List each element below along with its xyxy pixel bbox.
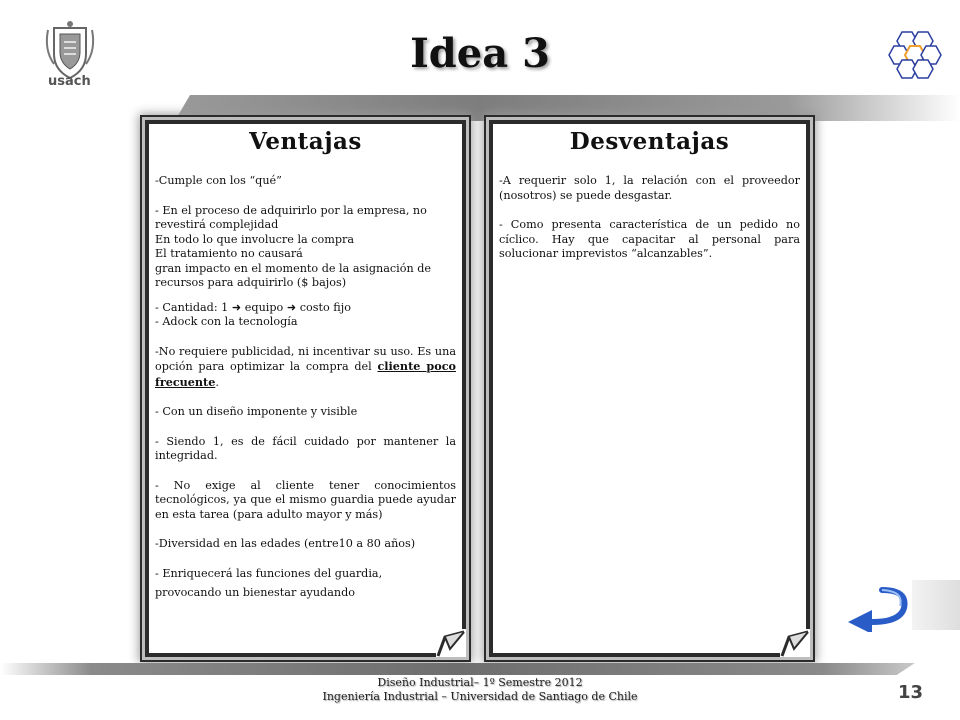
- desventajas-item: -A requerir solo 1, la relación con el proveedor (nosotros) se puede desgastar.: [499, 174, 800, 202]
- ventajas-item: En todo lo que involucre la compra: [155, 232, 355, 246]
- equipo-text: equipo: [244, 300, 284, 314]
- page-curl: [436, 629, 466, 657]
- ventajas-item: revestirá complejidad: [155, 218, 279, 231]
- desventajas-heading: Desventajas: [569, 128, 730, 155]
- ventajas-item: El tratamiento no causará: [155, 247, 303, 260]
- header-band-notch: [0, 95, 190, 121]
- ventajas-item: - Adock con la tecnología: [155, 315, 298, 328]
- arrow-right-icon: ➜: [231, 300, 242, 314]
- ventajas-heading: Ventajas: [249, 128, 362, 155]
- side-decoration: [912, 580, 960, 630]
- ventajas-item: provocando un bienestar ayudando: [155, 586, 355, 599]
- desventajas-panel: [489, 120, 810, 657]
- ventajas-item: - Enriquecerá las funciones del guardia,: [155, 566, 383, 580]
- ventajas-item: -Cumple con los “qué”: [155, 174, 282, 187]
- page-curl: [780, 629, 810, 657]
- back-arrow-icon[interactable]: [842, 584, 910, 632]
- logo-text: usach: [48, 74, 91, 89]
- desventajas-item: - Como presenta característica de un pedido no cíclico. Hay que capacitar al personal para solucionar imprevistos “alcanzables”.: [499, 218, 800, 260]
- ventajas-list: [155, 174, 456, 601]
- footer-course-text: Diseño Industrial– 1º Semestre 2012: [377, 676, 583, 689]
- ventajas-item: recursos para adquirirlo ($ bajos): [155, 276, 347, 289]
- ventajas-item: -Diversidad en las edades (entre10 a 80 años): [155, 537, 416, 550]
- ventajas-item: [155, 345, 456, 391]
- footer-university: [0, 690, 960, 703]
- slide-title: Idea 3: [410, 30, 550, 77]
- cantidad-text: - Cantidad: 1: [155, 300, 229, 314]
- cliente-underlined-text: cliente poco frecuente: [155, 359, 456, 389]
- ventajas-panel: [145, 120, 466, 657]
- ventajas-item: - No exige al cliente tener conocimientos tecnológicos, ya que el mismo guardia puede ayudar en esta tarea (para adulto mayor y más): [155, 478, 456, 521]
- ventajas-item: - Con un diseño imponente y visible: [155, 405, 358, 418]
- ventajas-item: - En el proceso de adquirirlo por la empresa, no: [155, 203, 427, 217]
- ventajas-item: [155, 301, 456, 316]
- page-number: 13: [898, 682, 924, 703]
- footer-course: [0, 676, 960, 689]
- desventajas-list: [499, 174, 800, 262]
- arrow-right-icon: ➜: [286, 300, 297, 314]
- period-text: .: [215, 375, 219, 389]
- footer-university-text: Ingeniería Industrial – Universidad de Santiago de Chile: [322, 690, 638, 703]
- hexagon-cluster-icon: [882, 28, 942, 83]
- footer-band: [0, 663, 915, 675]
- ventajas-item: - Siendo 1, es de fácil cuidado por mantener la integridad.: [155, 434, 456, 462]
- ventajas-item: gran impacto en el momento de la asignación de: [155, 261, 432, 275]
- publicidad-text: -No requiere publicidad, ni incentivar su uso. Es una opción para optimizar la compra del: [155, 344, 456, 373]
- costo-text: costo fijo: [299, 300, 351, 314]
